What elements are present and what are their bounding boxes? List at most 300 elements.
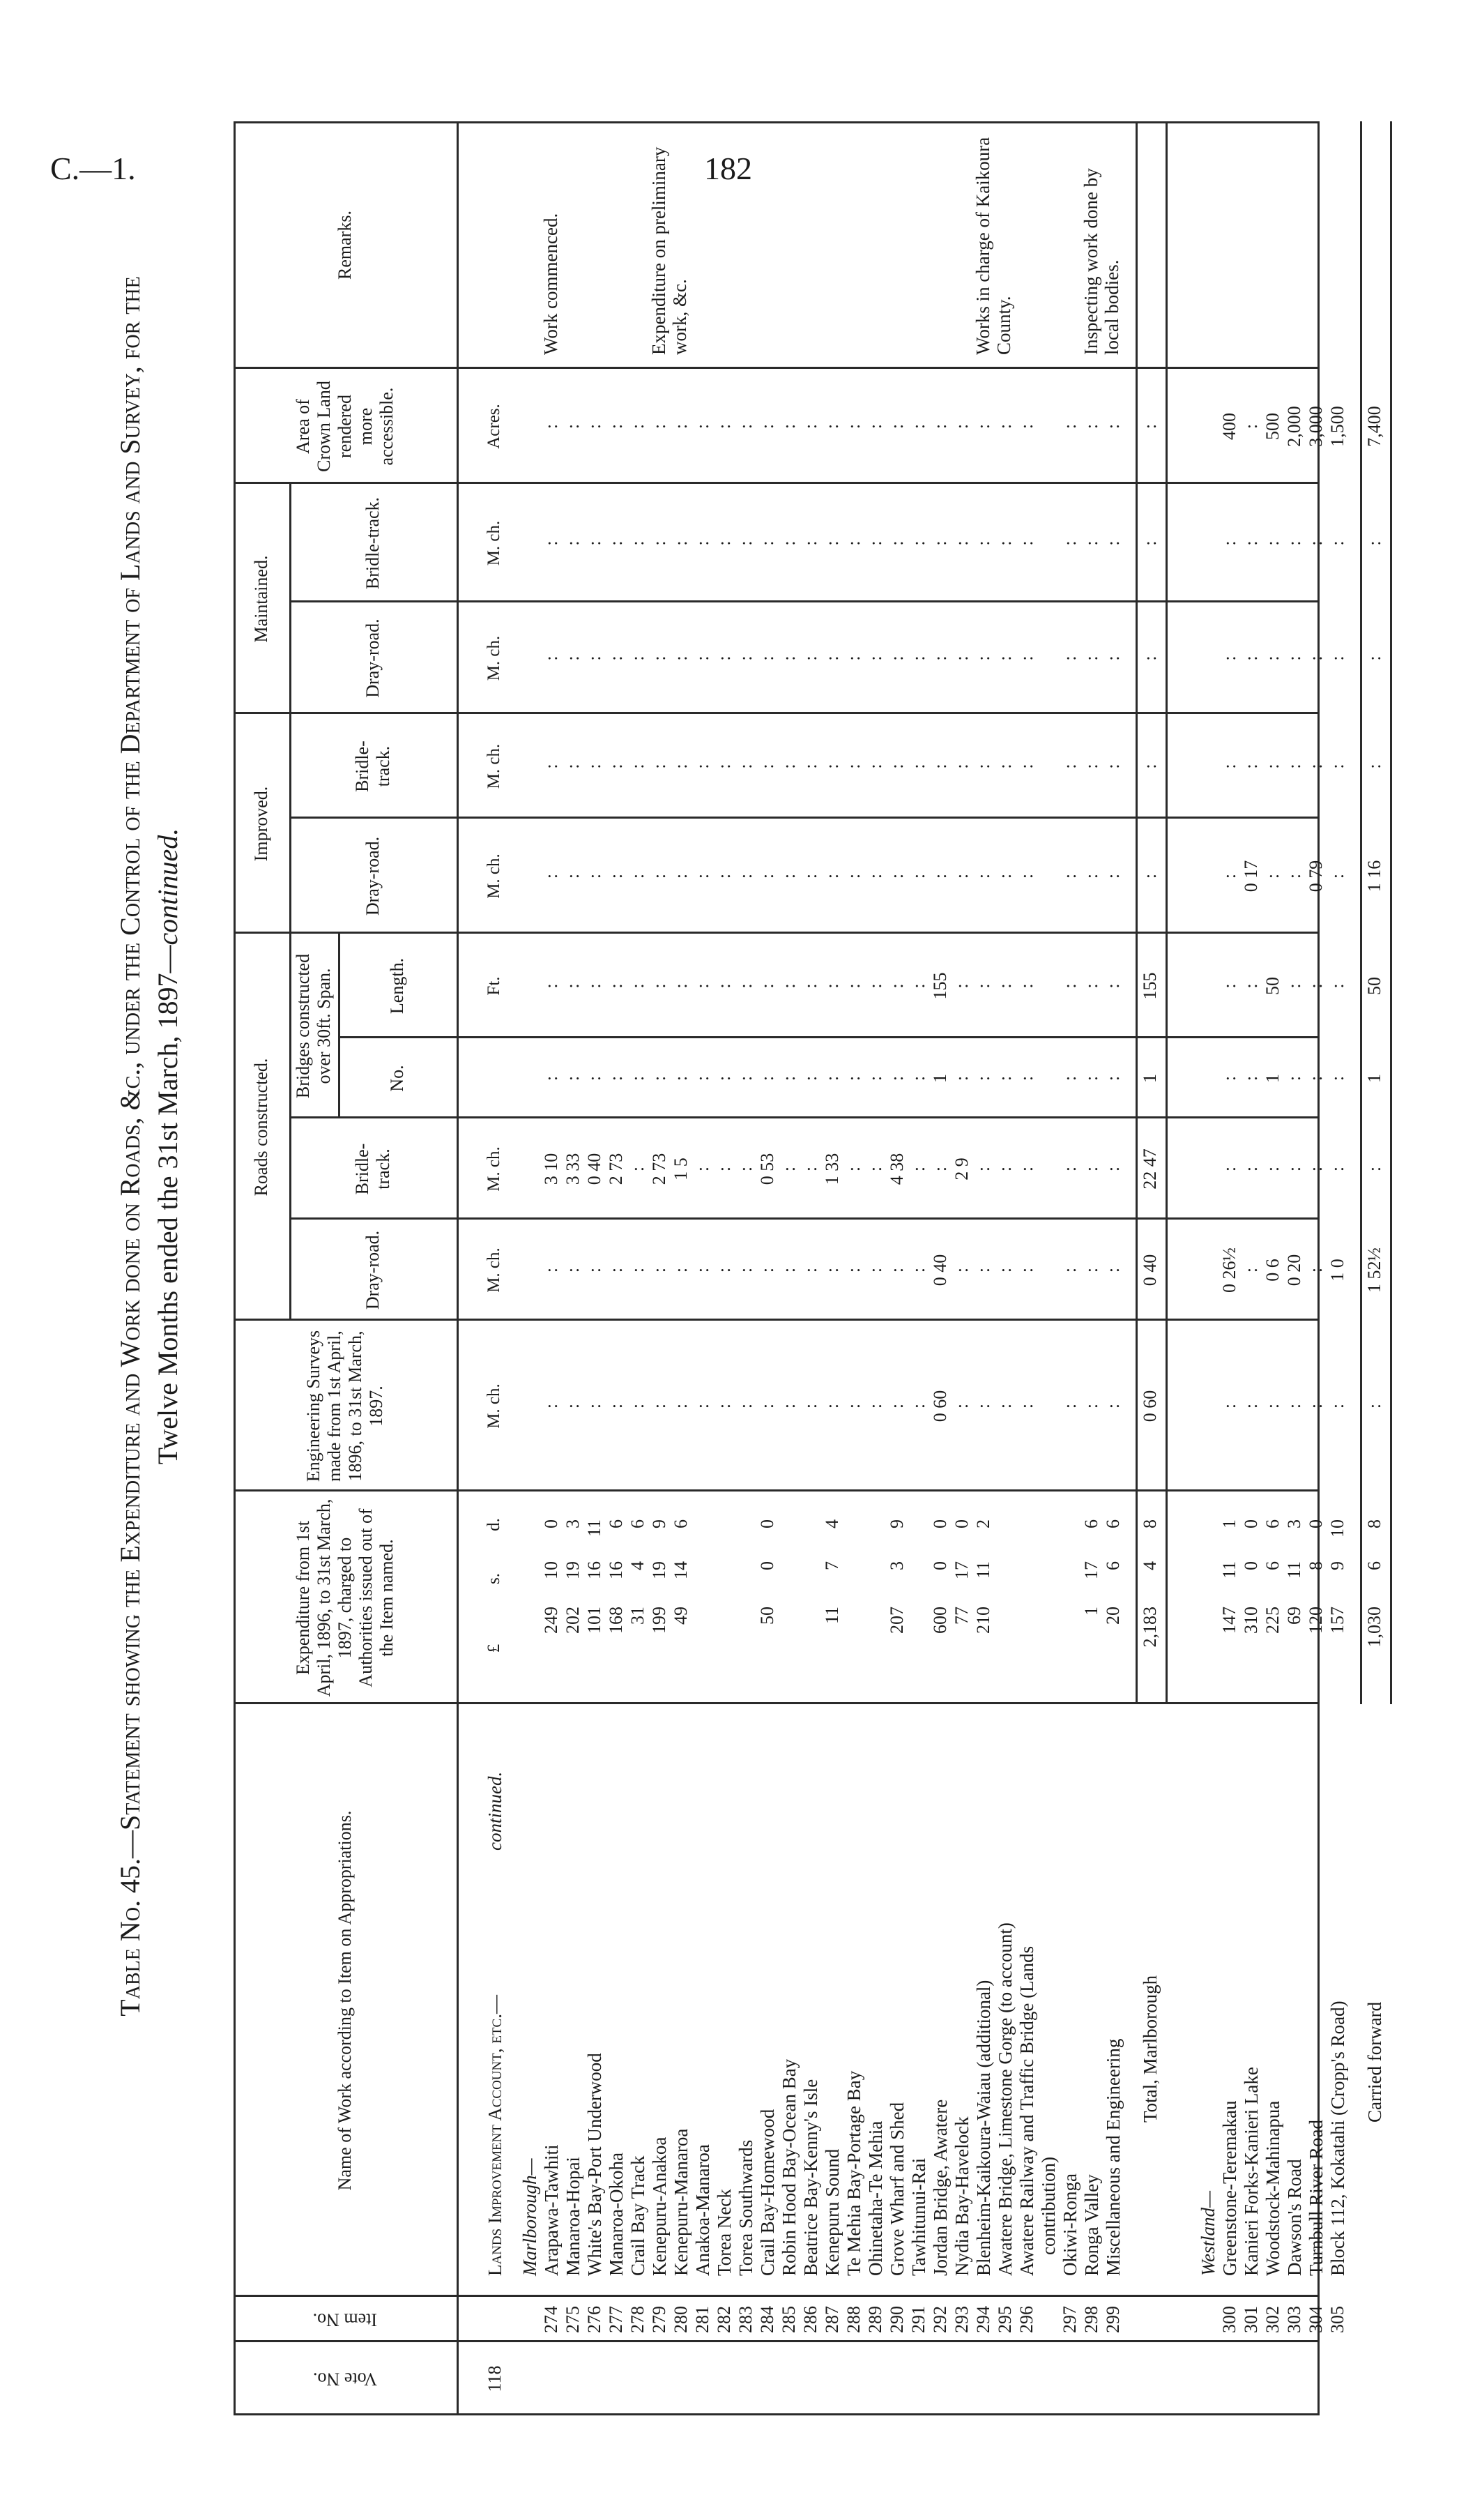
ellipsis-mark: :	[908, 1403, 929, 1409]
ellipsis-mark: :	[541, 423, 561, 430]
value-br_len: 155	[930, 972, 950, 1000]
header-imp-dray: Dray-road.	[362, 836, 383, 916]
exp-pence: 6	[627, 1519, 648, 1528]
work-name: Awatere Bridge, Limestone Gorge (to account)	[995, 1922, 1016, 2276]
ellipsis-mark: :	[952, 873, 972, 879]
ellipsis-mark: :	[649, 764, 669, 769]
total-rule-bottom	[1390, 121, 1392, 1704]
ellipsis-mark: :	[757, 655, 777, 661]
exp-shillings: 9	[1327, 1561, 1347, 1570]
ellipsis-mark: :	[1241, 1267, 1261, 1273]
ellipsis-mark: :	[865, 1267, 885, 1273]
ellipsis-mark: :	[1081, 540, 1101, 546]
header-bridges-length: Length.	[387, 957, 408, 1015]
header-bridges: Bridges constructed over 30ft. Span.	[293, 953, 334, 1099]
ellipsis-mark: :	[584, 983, 604, 989]
header-maintained: Maintained.	[251, 555, 272, 643]
ellipsis-mark: :	[779, 873, 799, 879]
ellipsis-mark: :	[1060, 540, 1080, 546]
ellipsis-mark: :	[779, 1267, 799, 1273]
ellipsis-mark: :	[952, 764, 972, 769]
ellipsis-mark: :	[843, 1075, 864, 1081]
ellipsis-mark: :	[627, 1075, 648, 1081]
exp-pence: 0	[541, 1519, 561, 1528]
ellipsis-mark: :	[1060, 873, 1080, 879]
ellipsis-mark: :	[908, 764, 929, 769]
item-number: 302	[1262, 2306, 1283, 2333]
total-rule-top	[1360, 121, 1362, 1704]
ellipsis-mark: :	[800, 983, 820, 989]
ellipsis-mark: :	[757, 983, 777, 989]
exp-pounds: 310	[1241, 1607, 1261, 1634]
item-number: 305	[1327, 2306, 1347, 2333]
ellipsis-mark: :	[541, 1075, 561, 1081]
header-remarks: Remarks.	[335, 211, 356, 280]
exp-pounds: 210	[973, 1607, 993, 1634]
page-number: 182	[704, 151, 752, 186]
ellipsis-mark: :	[800, 1403, 820, 1409]
ellipsis-mark: :	[1060, 1166, 1080, 1172]
ellipsis-mark: :	[1016, 983, 1037, 989]
ellipsis-mark: :	[563, 764, 583, 769]
ellipsis-mark: :	[714, 873, 734, 879]
item-number: 292	[930, 2306, 950, 2333]
ellipsis-mark: :	[757, 1267, 777, 1273]
ellipsis-mark: :	[908, 423, 929, 430]
ellipsis-mark: :	[606, 983, 626, 989]
ellipsis-mark: :	[649, 1403, 669, 1409]
total-shillings: 4	[1140, 1561, 1160, 1570]
ellipsis-mark: :	[584, 1075, 604, 1081]
exp-pounds: 199	[649, 1607, 669, 1634]
item-number: 298	[1081, 2306, 1101, 2333]
header-rc-bridle: Bridle-track.	[352, 1143, 393, 1195]
total-br_len: 50	[1364, 977, 1384, 995]
ellipsis-mark: :	[606, 423, 626, 430]
work-name: Kenepuru Sound	[822, 2148, 843, 2276]
ellipsis-mark: :	[757, 423, 777, 430]
item-number: 293	[952, 2306, 972, 2333]
ellipsis-mark: :	[843, 1267, 864, 1273]
work-name: Torea Southwards	[735, 2139, 756, 2276]
exp-shillings: 16	[606, 1561, 626, 1579]
ellipsis-mark: :	[887, 655, 907, 661]
item-number: 288	[843, 2306, 864, 2333]
ellipsis-mark: :	[1016, 1166, 1037, 1172]
ellipsis-mark: :	[1306, 1075, 1326, 1081]
ellipsis-mark: :	[735, 655, 756, 661]
unit-imp-bridle: M. ch.	[484, 743, 503, 789]
ellipsis-mark: :	[606, 764, 626, 769]
item-number: 294	[973, 2306, 993, 2333]
ellipsis-mark: :	[1364, 1403, 1384, 1409]
ellipsis-mark: :	[1140, 423, 1160, 430]
work-name: Arapawa-Tawhiti	[541, 2144, 562, 2276]
work-name: White's Bay-Port Underwood	[584, 2053, 605, 2276]
ellipsis-mark: :	[1284, 540, 1304, 546]
exp-shillings: 6	[1262, 1561, 1283, 1570]
ellipsis-mark: :	[908, 1166, 929, 1172]
ellipsis-mark: :	[1081, 1075, 1101, 1081]
header-surveys: Engineering Surveys made from 1st April, 1896, to 31st March, 1897.	[303, 1330, 386, 1482]
work-name: Te Mehia Bay-Portage Bay	[843, 2070, 864, 2276]
exp-pence: 6	[1262, 1519, 1283, 1528]
ellipsis-mark: :	[1284, 764, 1304, 769]
ellipsis-mark: :	[822, 983, 842, 989]
ellipsis-mark: :	[606, 655, 626, 661]
ellipsis-mark: :	[908, 1075, 929, 1081]
ellipsis-mark: :	[1241, 983, 1261, 989]
header-roads-constructed: Roads constructed.	[251, 1058, 272, 1197]
ellipsis-mark: :	[584, 873, 604, 879]
total-dray: 0 40	[1140, 1254, 1160, 1286]
group-heading: Marlborough—	[519, 2158, 540, 2276]
ellipsis-mark: :	[779, 423, 799, 430]
ellipsis-mark: :	[692, 764, 712, 769]
ellipsis-mark: :	[865, 1403, 885, 1409]
value-area: 400	[1219, 413, 1239, 440]
ellipsis-mark: :	[995, 1166, 1015, 1172]
ellipsis-mark: :	[1219, 540, 1239, 546]
ellipsis-mark: :	[887, 1075, 907, 1081]
ellipsis-mark: :	[757, 1075, 777, 1081]
ellipsis-mark: :	[800, 1166, 820, 1172]
ellipsis-mark: :	[692, 1075, 712, 1081]
ellipsis-mark: :	[865, 1166, 885, 1172]
exp-shillings: 19	[649, 1561, 669, 1579]
exp-pence: 6	[1081, 1519, 1101, 1528]
ellipsis-mark: :	[714, 423, 734, 430]
ellipsis-mark: :	[973, 764, 993, 769]
ellipsis-mark: :	[1262, 655, 1283, 661]
work-name: Block 112, Kokatahi (Cropp's Road)	[1327, 2001, 1348, 2276]
ellipsis-mark: :	[1081, 655, 1101, 661]
value-bridle: 0 53	[757, 1153, 777, 1185]
item-number: 303	[1284, 2306, 1304, 2333]
work-name: Crail Bay-Homewood	[757, 2109, 778, 2276]
ellipsis-mark: :	[1306, 1166, 1326, 1172]
ellipsis-mark: :	[1306, 983, 1326, 989]
unit-d: d.	[484, 1518, 503, 1531]
ellipsis-mark: :	[800, 1075, 820, 1081]
header-improved: Improved.	[251, 786, 272, 862]
ellipsis-mark: :	[1241, 1403, 1261, 1409]
ellipsis-mark: :	[671, 764, 691, 769]
item-number: 297	[1060, 2306, 1080, 2333]
ellipsis-mark: :	[692, 873, 712, 879]
ellipsis-mark: :	[930, 423, 950, 430]
ellipsis-mark: :	[735, 764, 756, 769]
ellipsis-mark: :	[1016, 764, 1037, 769]
unit-pound: £	[484, 1644, 503, 1653]
item-number: 284	[757, 2306, 777, 2333]
ellipsis-mark: :	[627, 1267, 648, 1273]
ellipsis-mark: :	[541, 1403, 561, 1409]
header-item-no: Item No.	[312, 2309, 378, 2330]
ellipsis-mark: :	[714, 1166, 734, 1172]
item-number: 290	[887, 2306, 907, 2333]
ellipsis-mark: :	[627, 1403, 648, 1409]
value-bridle: 1 5	[671, 1157, 691, 1181]
ellipsis-mark: :	[843, 540, 864, 546]
total-rule-top	[1136, 121, 1138, 1704]
ellipsis-mark: :	[1081, 1403, 1101, 1409]
ellipsis-mark: :	[627, 983, 648, 989]
ellipsis-mark: :	[1219, 1075, 1239, 1081]
ellipsis-mark: :	[757, 1403, 777, 1409]
ellipsis-mark: :	[1081, 873, 1101, 879]
ellipsis-mark: :	[606, 873, 626, 879]
total-area: 7,400	[1364, 406, 1384, 447]
ellipsis-mark: :	[973, 1075, 993, 1081]
ellipsis-mark: :	[584, 655, 604, 661]
ellipsis-mark: :	[606, 1075, 626, 1081]
ellipsis-mark: :	[627, 423, 648, 430]
ellipsis-mark: :	[627, 764, 648, 769]
ellipsis-mark: :	[995, 540, 1015, 546]
ellipsis-mark: :	[800, 540, 820, 546]
ellipsis-mark: :	[671, 1267, 691, 1273]
ellipsis-mark: :	[952, 540, 972, 546]
ellipsis-mark: :	[1327, 1166, 1347, 1172]
ellipsis-mark: :	[1140, 873, 1160, 879]
ellipsis-mark: :	[973, 423, 993, 430]
ellipsis-mark: :	[541, 655, 561, 661]
exp-shillings: 17	[1081, 1561, 1101, 1579]
ellipsis-mark: :	[1081, 764, 1101, 769]
exp-pounds: 202	[563, 1607, 583, 1634]
ellipsis-mark: :	[779, 764, 799, 769]
unit-rc-dray: M. ch.	[484, 1247, 503, 1293]
exp-pence: 10	[1327, 1519, 1347, 1538]
ellipsis-mark: :	[692, 1166, 712, 1172]
ellipsis-mark: :	[1219, 1166, 1239, 1172]
work-name: Crail Bay Track	[627, 2155, 648, 2276]
ellipsis-mark: :	[1103, 873, 1123, 879]
ellipsis-mark: :	[735, 1166, 756, 1172]
ellipsis-mark: :	[1364, 540, 1384, 546]
item-number: 289	[865, 2306, 885, 2333]
ellipsis-mark: :	[1327, 655, 1347, 661]
ellipsis-mark: :	[714, 540, 734, 546]
exp-pounds: 77	[952, 1607, 972, 1625]
exp-pence: 6	[1103, 1519, 1123, 1528]
exp-shillings: 11	[973, 1561, 993, 1579]
ellipsis-mark: :	[1016, 873, 1037, 879]
work-name: Jordan Bridge, Awatere	[930, 2099, 951, 2276]
ellipsis-mark: :	[887, 873, 907, 879]
total-pounds: 1,030	[1364, 1607, 1384, 1648]
ellipsis-mark: :	[1327, 764, 1347, 769]
exp-pounds: 11	[822, 1607, 842, 1625]
ellipsis-mark: :	[952, 983, 972, 989]
exp-pence: 1	[1219, 1519, 1239, 1528]
item-number: 277	[606, 2306, 626, 2333]
ellipsis-mark: :	[627, 873, 648, 879]
ellipsis-mark: :	[1081, 983, 1101, 989]
ellipsis-mark: :	[995, 423, 1015, 430]
exp-pence: 9	[887, 1519, 907, 1528]
ellipsis-mark: :	[887, 540, 907, 546]
value-bridle: 2 9	[952, 1157, 972, 1181]
exp-pence: 9	[649, 1519, 669, 1528]
ellipsis-mark: :	[692, 1403, 712, 1409]
total-label: Total, Marlborough	[1140, 1975, 1161, 2123]
ellipsis-mark: :	[563, 983, 583, 989]
value-survey: 0 60	[930, 1390, 950, 1422]
ellipsis-mark: :	[584, 1267, 604, 1273]
ellipsis-mark: :	[1081, 1166, 1101, 1172]
exp-pence: 2	[973, 1519, 993, 1528]
ellipsis-mark: :	[952, 423, 972, 430]
ellipsis-mark: :	[1306, 764, 1326, 769]
exp-pence: 4	[822, 1519, 842, 1528]
exp-pounds: 600	[930, 1607, 950, 1634]
ellipsis-mark: :	[1060, 764, 1080, 769]
ellipsis-mark: :	[865, 983, 885, 989]
item-number: 276	[584, 2306, 604, 2333]
value-br_no: 1	[1262, 1074, 1283, 1083]
value-br_no: 1	[930, 1074, 950, 1083]
total-pounds: 2,183	[1140, 1607, 1160, 1648]
ellipsis-mark: :	[563, 423, 583, 430]
item-number: 286	[800, 2306, 820, 2333]
ellipsis-mark: :	[1262, 1403, 1283, 1409]
ellipsis-mark: :	[541, 873, 561, 879]
ellipsis-mark: :	[1103, 540, 1123, 546]
ellipsis-mark: :	[1262, 1166, 1283, 1172]
ellipsis-mark: :	[1327, 983, 1347, 989]
ellipsis-mark: :	[887, 423, 907, 430]
exp-shillings: 8	[1306, 1561, 1326, 1570]
total-br_no: 1	[1140, 1074, 1160, 1083]
ellipsis-mark: :	[865, 764, 885, 769]
ellipsis-mark: :	[865, 423, 885, 430]
ellipsis-mark: :	[714, 1075, 734, 1081]
exp-shillings: 4	[627, 1561, 648, 1570]
total-pence: 8	[1364, 1519, 1384, 1528]
ellipsis-mark: :	[649, 873, 669, 879]
total-label: Carried forward	[1364, 2001, 1385, 2123]
exp-shillings: 3	[887, 1561, 907, 1570]
exp-pounds: 50	[757, 1607, 777, 1625]
ellipsis-mark: :	[1140, 540, 1160, 546]
header-imp-bridle: Bridle-track.	[352, 741, 393, 792]
ellipsis-mark: :	[930, 1166, 950, 1172]
work-name: Kenepuru-Anakoa	[649, 2136, 670, 2276]
ellipsis-mark: :	[649, 983, 669, 989]
header-bridges-no: No.	[387, 1065, 408, 1092]
ellipsis-mark: :	[1241, 1075, 1261, 1081]
ellipsis-mark: :	[800, 873, 820, 879]
ellipsis-mark: :	[1140, 764, 1160, 769]
ellipsis-mark: :	[541, 983, 561, 989]
exp-pounds: 20	[1103, 1607, 1123, 1625]
exp-pounds: 147	[1219, 1607, 1239, 1634]
item-number: 282	[714, 2306, 734, 2333]
ellipsis-mark: :	[606, 1267, 626, 1273]
exp-pounds: 69	[1284, 1607, 1304, 1625]
exp-pounds: 168	[606, 1607, 626, 1634]
ellipsis-mark: :	[606, 540, 626, 546]
value-area: 1,500	[1327, 406, 1347, 447]
ellipsis-mark: :	[800, 423, 820, 430]
exp-shillings: 7	[822, 1561, 842, 1570]
item-number: 279	[649, 2306, 669, 2333]
work-name: Tawhitunui-Rai	[908, 2157, 929, 2276]
header-bottom-rule	[457, 121, 459, 2415]
ellipsis-mark: :	[973, 873, 993, 879]
value-bridle: 1 33	[822, 1153, 842, 1185]
ellipsis-mark: :	[649, 655, 669, 661]
header-expenditure: Expenditure from 1st April, 1896, to 31st March, 1897, charged to Authorities issued out of the Item named.	[293, 1498, 397, 1697]
exp-pence: 0	[757, 1519, 777, 1528]
ellipsis-mark: :	[779, 1403, 799, 1409]
ellipsis-mark: :	[649, 1075, 669, 1081]
ellipsis-mark: :	[843, 655, 864, 661]
ellipsis-mark: :	[692, 423, 712, 430]
ellipsis-mark: :	[973, 1267, 993, 1273]
ellipsis-mark: :	[779, 655, 799, 661]
item-number: 280	[671, 2306, 691, 2333]
ellipsis-mark: :	[908, 983, 929, 989]
ellipsis-mark: :	[995, 1267, 1015, 1273]
unit-rc-bridle: M. ch.	[484, 1146, 503, 1192]
value-area: 2,000	[1284, 406, 1304, 447]
exp-shillings: 11	[1284, 1561, 1304, 1579]
work-name: Kanieri Forks-Kanieri Lake	[1241, 2067, 1262, 2276]
exp-shillings: 17	[952, 1561, 972, 1579]
ellipsis-mark: :	[735, 423, 756, 430]
value-dray: 1 0	[1327, 1259, 1347, 1282]
ellipsis-mark: :	[930, 873, 950, 879]
work-name: Turnbull River Road	[1306, 2119, 1327, 2276]
header-name: Name of Work according to Item on Appropriations.	[335, 1810, 356, 2191]
ellipsis-mark: :	[649, 423, 669, 430]
ellipsis-mark: :	[735, 983, 756, 989]
ellipsis-mark: :	[822, 423, 842, 430]
value-imp_dray: 0 79	[1306, 860, 1326, 893]
work-name: Woodstock-Mahinapua	[1262, 2100, 1283, 2276]
header-mnt-dray: Dray-road.	[362, 618, 383, 698]
ellipsis-mark: :	[671, 983, 691, 989]
work-name: Miscellaneous and Engineering	[1103, 2038, 1124, 2276]
col-rule-exp	[234, 1702, 1317, 1704]
remarks-text: Inspecting work done by local bodies.	[1080, 168, 1122, 355]
ellipsis-mark: :	[1262, 873, 1283, 879]
item-number: 283	[735, 2306, 756, 2333]
ellipsis-mark: :	[865, 540, 885, 546]
ellipsis-mark: :	[714, 983, 734, 989]
unit-survey: M. ch.	[484, 1383, 503, 1429]
ellipsis-mark: :	[584, 1403, 604, 1409]
item-number: 295	[995, 2306, 1015, 2333]
value-bridle: 4 38	[887, 1153, 907, 1185]
ellipsis-mark: :	[671, 1075, 691, 1081]
work-name: Ohinetaha-Te Mehia	[865, 2120, 886, 2276]
ellipsis-mark: :	[1327, 873, 1347, 879]
ellipsis-mark: :	[735, 1267, 756, 1273]
ellipsis-mark: :	[627, 655, 648, 661]
work-name: Nydia Bay-Havelock	[952, 2116, 972, 2276]
ellipsis-mark: :	[800, 1267, 820, 1273]
title-line-1: Table No. 45.—Statement showing the Expenditure and Work done on Roads, &c., under the Control of the Department of Lands and Survey, for the	[114, 276, 146, 2017]
ellipsis-mark: :	[1016, 540, 1037, 546]
work-name: Manaroa-Hopai	[563, 2157, 583, 2276]
ellipsis-mark: :	[1306, 1403, 1326, 1409]
ellipsis-mark: :	[1103, 983, 1123, 989]
total-imp_dray: 1 16	[1364, 860, 1384, 893]
